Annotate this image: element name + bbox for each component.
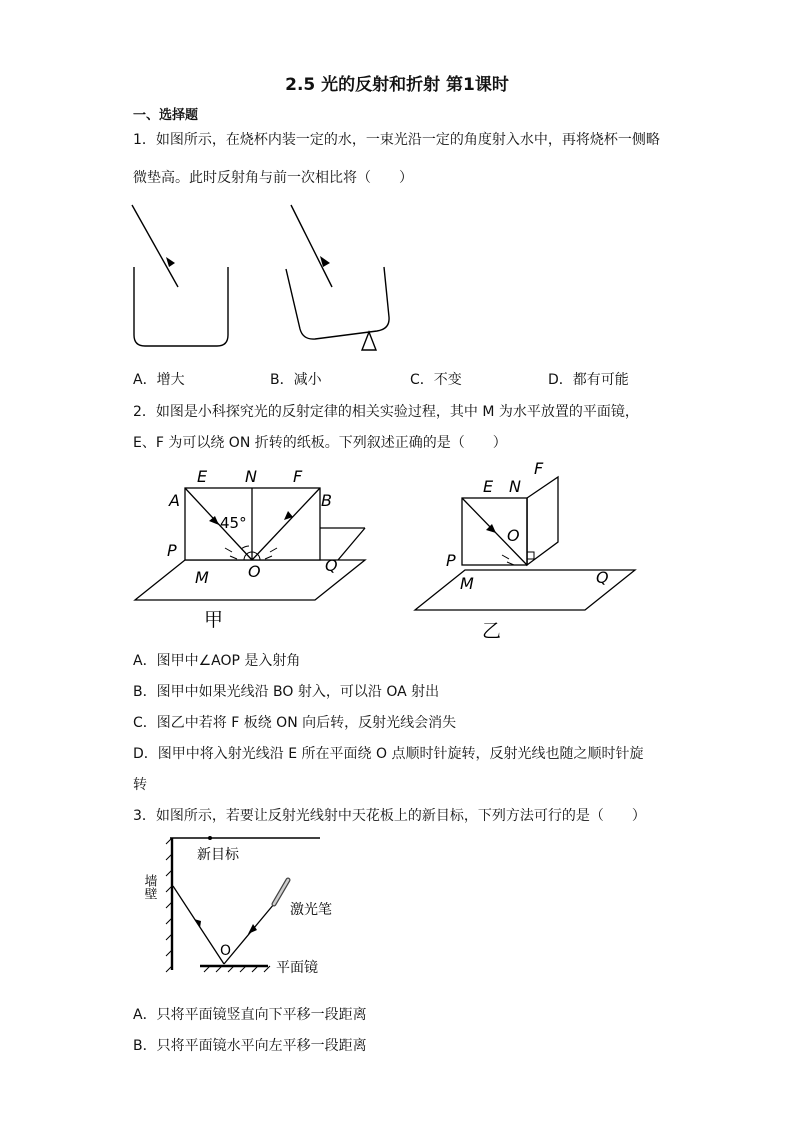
fig-yi-label-p: P [446, 551, 456, 570]
fig-jia-angle-label: 45° [220, 514, 247, 532]
fig-jia-label-q: Q [325, 556, 338, 575]
q3-option-a[interactable]: A．只将平面镜竖直向下平移一段距离 [133, 1007, 367, 1023]
q3-new-target-dot [208, 836, 212, 840]
fig-jia-caption: 甲 [204, 609, 224, 631]
q2-stem-line2: E、F 为可以绕 ON 折转的纸板。下列叙述正确的是（ ） [133, 435, 507, 451]
q3-stem: 3．如图所示，若要让反射光线射中天花板上的新目标，下列方法可行的是（ ） [133, 808, 646, 824]
q1-beaker-figure [120, 195, 420, 360]
fig-yi-label-o: O [507, 526, 520, 545]
fig-jia-label-b: B [321, 491, 332, 510]
fig-jia-label-f: F [293, 467, 303, 486]
q3-label-wall: 墙壁 [141, 874, 157, 900]
q2-figure-yi [410, 455, 640, 645]
fig-jia-label-a: A [169, 491, 180, 510]
q3-incident-ray [224, 904, 274, 964]
q1-option-c[interactable]: C．不变 [410, 372, 462, 388]
q2-option-b[interactable]: B．图甲中如果光线沿 BO 射入，可以沿 OA 射出 [133, 684, 440, 700]
fig-yi-label-e: E [483, 477, 494, 496]
q1-right-beaker [286, 267, 389, 339]
q1-stem-line2: 微垫高。此时反射角与前一次相比将（ ） [133, 170, 413, 186]
q1-left-beaker [134, 267, 228, 346]
q1-wedge-support [362, 332, 376, 350]
fig-yi-label-f: F [534, 459, 544, 478]
fig-jia-label-n: N [245, 467, 257, 486]
q1-option-b[interactable]: B．减小 [270, 372, 322, 388]
q2-option-d[interactable]: D．图甲中将入射光线沿 E 所在平面绕 O 点顺时针旋转，反射光线也随之顺时针旋 [133, 746, 644, 762]
fig-yi-label-n: N [509, 477, 521, 496]
q1-stem-line1: 1．如图所示，在烧杯内装一定的水，一束光沿一定的角度射入水中，再将烧杯一侧略 [133, 132, 660, 148]
q3-laser-figure [140, 830, 360, 980]
fig-jia-label-e: E [197, 467, 208, 486]
q2-figure-jia [125, 460, 390, 635]
fig-jia-label-m: M [195, 568, 209, 587]
fig-yi-label-m: M [460, 574, 474, 593]
q2-option-c[interactable]: C．图乙中若将 F 板绕 ON 向后转，反射光线会消失 [133, 715, 457, 731]
q3-label-mirror: 平面镜 [276, 960, 318, 976]
q2-option-d-continued: 转 [133, 777, 147, 793]
q2-stem-line1: 2．如图是小科探究光的反射定律的相关实验过程，其中 M 为水平放置的平面镜， [133, 404, 639, 420]
q3-option-b[interactable]: B．只将平面镜水平向左平移一段距离 [133, 1038, 367, 1054]
section-heading: 一、选择题 [133, 108, 199, 123]
q3-label-new-target: 新目标 [197, 847, 239, 863]
fig-jia-label-p: P [167, 541, 177, 560]
q1-option-a[interactable]: A．增大 [133, 372, 185, 388]
q1-left-ray-arrow [166, 257, 175, 267]
fig-yi-caption: 乙 [482, 620, 502, 642]
fig-jia-label-o: O [248, 562, 261, 581]
fig-yi-label-q: Q [596, 568, 609, 587]
q3-label-laser: 激光笔 [290, 902, 332, 918]
q1-left-light-ray [132, 205, 178, 287]
q1-right-light-ray [291, 205, 332, 287]
page-title: 2.5 光的反射和折射 第1课时 [285, 75, 509, 95]
q2-option-a[interactable]: A．图甲中∠AOP 是入射角 [133, 653, 301, 669]
q1-option-d[interactable]: D．都有可能 [548, 372, 629, 388]
q3-label-o: O [220, 943, 232, 959]
